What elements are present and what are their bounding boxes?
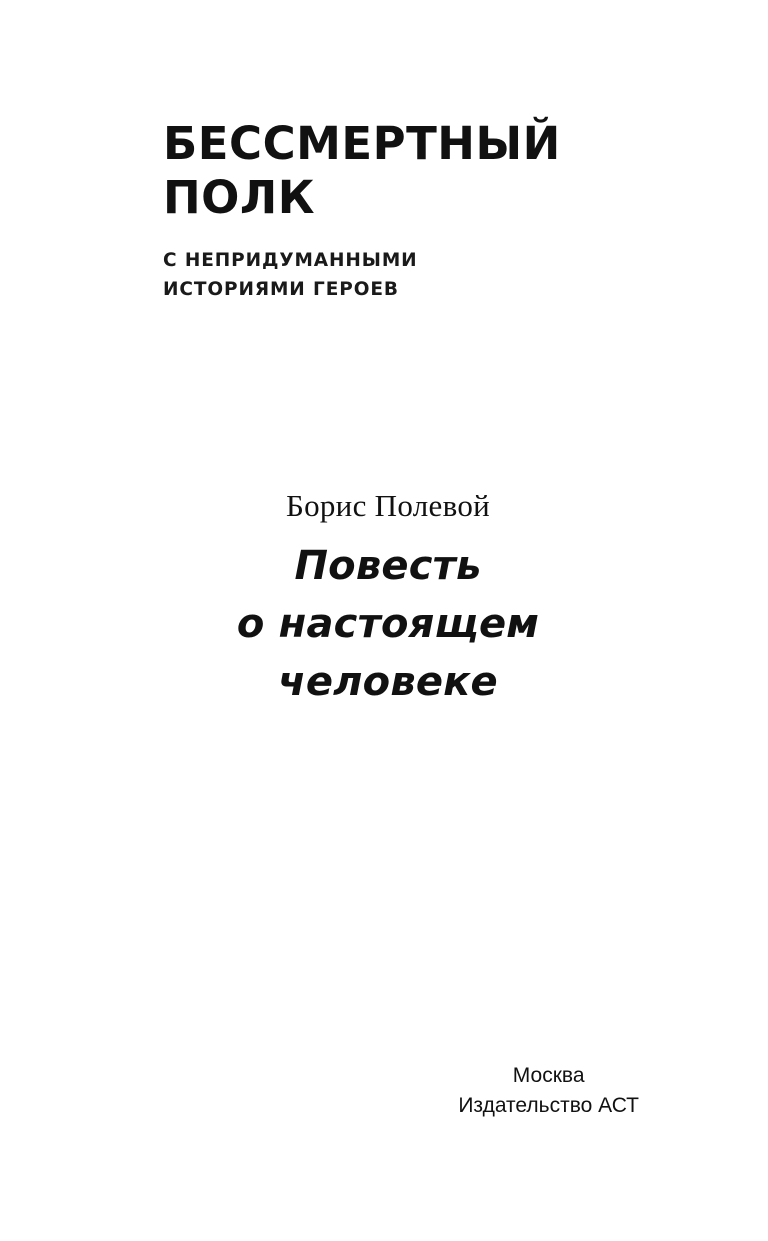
series-block — [163, 118, 623, 304]
series-subtitle — [163, 246, 623, 304]
book-title-line-3: человеке — [278, 659, 498, 705]
imprint-city: Москва — [512, 1064, 585, 1087]
book-title-line-1: Повесть — [294, 543, 482, 589]
book-title — [8, 537, 768, 711]
series-subtitle-line-2: ИСТОРИЯМИ ГЕРОЕВ — [163, 279, 399, 300]
book-title-line-2: о настоящем — [236, 601, 540, 647]
imprint-block — [458, 1061, 639, 1121]
author-name: Борис Полевой — [285, 488, 491, 523]
series-title-line-1: БЕССМЕРТНЫЙ — [163, 117, 561, 170]
book-title-block — [0, 487, 768, 711]
series-title-line-2: ПОЛК — [163, 171, 316, 224]
series-subtitle-line-1: С НЕПРИДУМАННЫМИ — [163, 250, 418, 271]
imprint-publisher: Издательство АСТ — [458, 1094, 639, 1117]
